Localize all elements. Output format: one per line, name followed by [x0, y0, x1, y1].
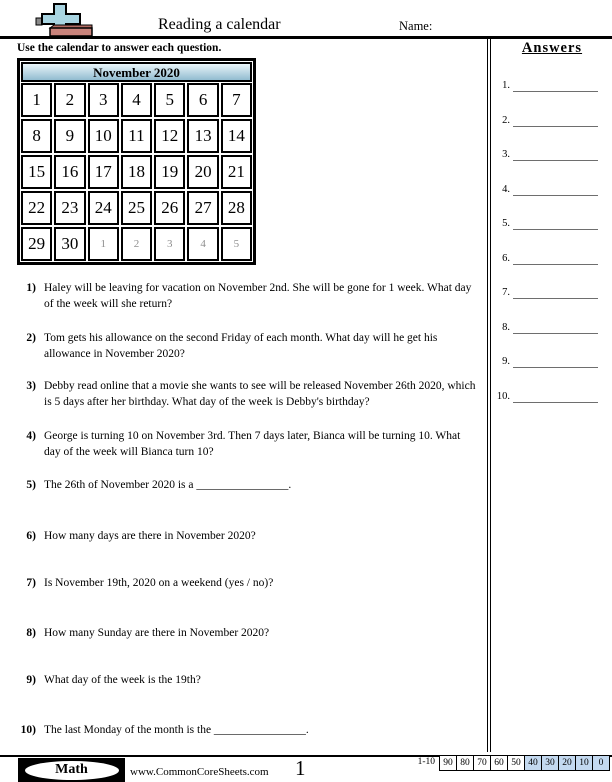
calendar-day: 15	[21, 155, 52, 189]
answer-row-4	[494, 182, 606, 196]
calendar-day: 21	[221, 155, 252, 189]
question-9	[14, 672, 476, 688]
answer-row-9	[494, 354, 606, 368]
calendar-day: 30	[54, 227, 85, 261]
calendar-day: 6	[187, 83, 218, 117]
answer-number: 10.	[496, 391, 510, 402]
calendar-day: 9	[54, 119, 85, 153]
score-cell: 0	[592, 755, 610, 771]
answer-blank[interactable]	[513, 390, 598, 403]
answers-title: Answers	[521, 40, 583, 56]
answer-row-8	[494, 320, 606, 334]
question-text: What day of the week is the 19th?	[44, 674, 201, 686]
question-number: 4)	[26, 430, 36, 442]
question-1	[14, 280, 476, 312]
score-cell: 50	[507, 755, 525, 771]
calendar-day: 19	[154, 155, 185, 189]
question-4	[14, 428, 476, 460]
website-link[interactable]: www.CommonCoreSheets.com	[130, 766, 269, 778]
subject-label: Math	[55, 762, 88, 777]
question-text: How many Sunday are there in November 2020?	[44, 627, 270, 639]
calendar-day: 18	[121, 155, 152, 189]
score-cell: 30	[541, 755, 559, 771]
commoncoresheets-logo-icon	[14, 2, 104, 38]
calendar-day: 10	[88, 119, 119, 153]
answer-blank[interactable]	[513, 79, 598, 92]
calendar-day: 4	[121, 83, 152, 117]
question-number: 10)	[20, 724, 36, 736]
question-number: 8)	[26, 627, 36, 639]
question-10	[14, 722, 476, 738]
answer-row-1	[494, 78, 606, 92]
answer-number: 4.	[502, 184, 510, 195]
answer-number: 3.	[502, 149, 510, 160]
answer-number: 2.	[502, 115, 510, 126]
answer-row-10	[494, 389, 606, 403]
question-text: Tom gets his allowance on the second Friday of each month. What day will he get his allowance in November 2020?	[44, 332, 438, 360]
answer-blank[interactable]	[513, 286, 598, 299]
answer-blank[interactable]	[513, 252, 598, 265]
question-6	[14, 528, 476, 544]
calendar-day: 12	[154, 119, 185, 153]
calendar-day: 7	[221, 83, 252, 117]
calendar	[17, 58, 256, 265]
grading-scale	[418, 752, 610, 771]
calendar-day: 1	[21, 83, 52, 117]
question-number: 6)	[26, 530, 36, 542]
question-2	[14, 330, 476, 362]
calendar-grid	[21, 83, 252, 261]
grading-scale-label: 1-10	[417, 756, 435, 767]
question-number: 7)	[26, 577, 36, 589]
calendar-day: 29	[21, 227, 52, 261]
name-label: Name:	[399, 19, 433, 33]
question-text: How many days are there in November 2020?	[44, 530, 256, 542]
calendar-day: 5	[221, 227, 252, 261]
answer-blank[interactable]	[513, 217, 598, 230]
question-5	[14, 477, 476, 493]
calendar-day: 26	[154, 191, 185, 225]
question-number: 2)	[26, 332, 36, 344]
instructions-text: Use the calendar to answer each question.	[17, 42, 222, 54]
calendar-day: 14	[221, 119, 252, 153]
answers-divider-line	[487, 38, 491, 752]
answer-number: 6.	[502, 253, 510, 264]
grading-scale-cells	[440, 752, 610, 771]
question-number: 3)	[26, 380, 36, 392]
calendar-day: 3	[154, 227, 185, 261]
calendar-day: 2	[121, 227, 152, 261]
question-number: 5)	[26, 479, 36, 491]
calendar-day: 20	[187, 155, 218, 189]
question-text: Debby read online that a movie she wants to see will be released November 26th 2020, which is 5 days after her birthday. What day of the week is Debby's birthday?	[44, 380, 476, 408]
score-cell: 10	[575, 755, 593, 771]
calendar-day: 2	[54, 83, 85, 117]
header-rule	[0, 36, 612, 39]
subject-badge-ellipse	[25, 761, 119, 780]
calendar-day: 5	[154, 83, 185, 117]
page-number: 1	[295, 756, 306, 780]
answer-blank[interactable]	[513, 321, 598, 334]
answer-row-7	[494, 285, 606, 299]
question-text: Haley will be leaving for vacation on November 2nd. She will be gone for 1 week. What day of the week will she return?	[44, 282, 472, 310]
calendar-month-title: November 2020	[21, 62, 252, 82]
question-7	[14, 575, 476, 591]
question-text: The last Monday of the month is the ________________.	[44, 724, 309, 736]
question-text: The 26th of November 2020 is a ________________.	[44, 479, 292, 491]
score-cell: 60	[490, 755, 508, 771]
answer-blank[interactable]	[513, 114, 598, 127]
calendar-day: 4	[187, 227, 218, 261]
question-3	[14, 378, 476, 410]
calendar-day: 1	[88, 227, 119, 261]
score-cell: 70	[473, 755, 491, 771]
score-cell: 40	[524, 755, 542, 771]
calendar-day: 24	[88, 191, 119, 225]
answer-number: 5.	[502, 218, 510, 229]
answer-number: 1.	[502, 80, 510, 91]
question-number: 1)	[26, 282, 36, 294]
calendar-day: 8	[21, 119, 52, 153]
calendar-day: 3	[88, 83, 119, 117]
calendar-day: 22	[21, 191, 52, 225]
answer-number: 8.	[502, 322, 510, 333]
answer-blank[interactable]	[513, 148, 598, 161]
question-text: Is November 19th, 2020 on a weekend (yes / no)?	[44, 577, 274, 589]
page-title: Reading a calendar	[158, 16, 281, 33]
calendar-day: 27	[187, 191, 218, 225]
subject-badge	[18, 758, 125, 782]
score-cell: 80	[456, 755, 474, 771]
question-text: George is turning 10 on November 3rd. Then 7 days later, Bianca will be turning 10. What day of the week will Bianca turn 10?	[44, 430, 461, 458]
score-cell: 20	[558, 755, 576, 771]
answer-row-6	[494, 251, 606, 265]
question-number: 9)	[26, 674, 36, 686]
answer-blank[interactable]	[513, 183, 598, 196]
calendar-day: 16	[54, 155, 85, 189]
calendar-day: 13	[187, 119, 218, 153]
answer-row-2	[494, 113, 606, 127]
calendar-day: 23	[54, 191, 85, 225]
answer-number: 7.	[502, 287, 510, 298]
question-8	[14, 625, 476, 641]
calendar-day: 11	[121, 119, 152, 153]
answer-row-3	[494, 147, 606, 161]
calendar-day: 28	[221, 191, 252, 225]
answer-blank[interactable]	[513, 355, 598, 368]
score-cell: 90	[439, 755, 457, 771]
answer-number: 9.	[502, 356, 510, 367]
calendar-day: 25	[121, 191, 152, 225]
answer-row-5	[494, 216, 606, 230]
calendar-day: 17	[88, 155, 119, 189]
